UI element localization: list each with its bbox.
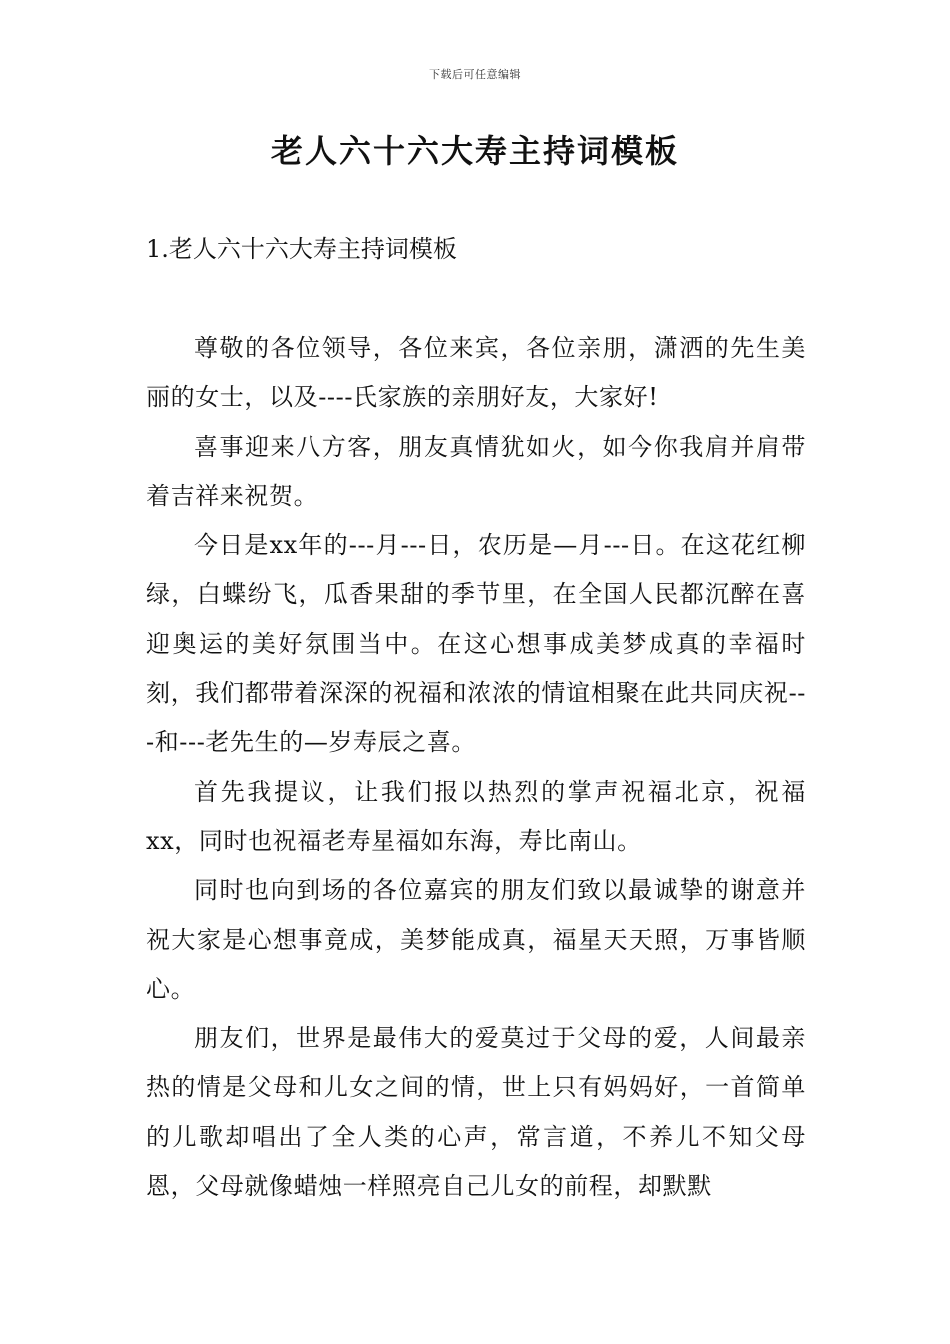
header-note: 下载后可任意编辑 bbox=[429, 68, 521, 81]
paragraph: 同时也向到场的各位嘉宾的朋友们致以最诚挚的谢意并祝大家是心想事竟成，美梦能成真，福星天天照，万事皆顺心。 bbox=[146, 876, 806, 1003]
document-title: 老人六十六大寿主持词模板 bbox=[270, 132, 679, 170]
paragraph: 尊敬的各位领导，各位来宾，各位亲朋，潇洒的先生美丽的女士，以及----氏家族的亲朋好友，大家好! bbox=[146, 334, 806, 412]
document-body bbox=[146, 324, 806, 1211]
section-heading: 1.老人六十六大寿主持词模板 bbox=[146, 235, 457, 263]
paragraph: 首先我提议，让我们报以热烈的掌声祝福北京，祝福xx，同时也祝福老寿星福如东海，寿比南山。 bbox=[146, 777, 806, 855]
paragraph: 今日是xx年的---月---日，农历是—月---日。在这花红柳绿，白蝶纷飞，瓜香果甜的季节里，在全国人民都沉醉在喜迎奥运的美好氛围当中。在这心想事成美梦成真的幸福时刻，我们都带着深深的祝福和浓浓的情谊相聚在此共同庆祝---和---老先生的—岁寿辰之喜。 bbox=[146, 531, 806, 757]
paragraph: 喜事迎来八方客，朋友真情犹如火，如今你我肩并肩带着吉祥来祝贺。 bbox=[146, 432, 806, 510]
paragraph: 朋友们，世界是最伟大的爱莫过于父母的爱，人间最亲热的情是父母和儿女之间的情，世上只有妈妈好，一首简单的儿歌却唱出了全人类的心声，常言道，不养儿不知父母恩，父母就像蜡烛一样照亮自己儿女的前程，却默默 bbox=[146, 1024, 806, 1201]
